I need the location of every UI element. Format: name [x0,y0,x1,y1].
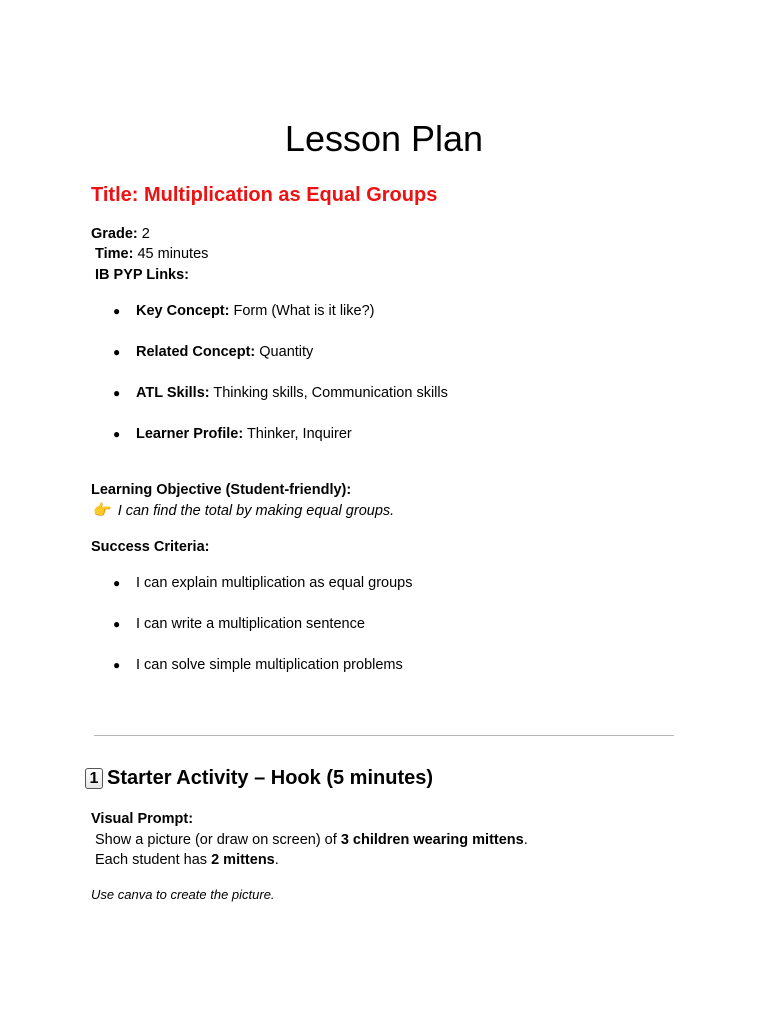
pyp-links-label: IB PYP Links: [95,267,190,283]
objective-line [93,502,394,520]
bullet-dot: ● [113,345,121,359]
list-item-value: Quantity [259,344,314,360]
text-segment: . [523,832,528,848]
list-item: I can write a multiplication sentence [136,616,365,632]
objective-heading: Learning Objective (Student-friendly): [91,482,352,498]
visual-prompt-line-1 [95,831,528,849]
list-item [136,425,352,443]
visual-prompt-label: Visual Prompt: [91,811,194,827]
starter-heading-text: Starter Activity – Hook (5 minutes) [107,767,434,789]
grade-label: Grade: [91,226,138,242]
time-value: 45 minutes [137,246,209,262]
bullet-dot: ● [113,386,121,400]
list-item [136,302,375,320]
list-item-value: Form (What is it like?) [233,303,375,319]
canva-note: Use canva to create the picture. [91,887,275,902]
bullet-dot: ● [113,617,121,631]
list-item [136,384,448,402]
list-item-label: Related Concept: [136,344,256,360]
list-item [136,343,313,361]
grade-line [91,225,150,243]
text-segment: Show a picture (or draw on screen) of [95,832,341,848]
bullet-dot: ● [113,658,121,672]
list-item-value: Thinking skills, Communication skills [213,385,448,401]
list-item-label: Learner Profile: [136,426,244,442]
keycap-number-icon: 1 [85,768,103,789]
bullet-dot: ● [113,576,121,590]
objective-text: I can find the total by making equal groups. [117,503,395,519]
pointing-hand-icon: 👉 [93,502,112,519]
bullet-dot: ● [113,304,121,318]
text-segment: . [274,852,279,868]
success-heading: Success Criteria: [91,539,210,555]
visual-prompt-line-2 [95,851,279,869]
page-title: Lesson Plan [284,118,484,159]
time-label: Time: [95,246,134,262]
section-divider [94,735,674,736]
text-emphasis: 2 mittens [211,852,275,868]
list-item-label: Key Concept: [136,303,230,319]
grade-value: 2 [141,226,150,242]
list-item: I can solve simple multiplication problems [136,657,403,673]
starter-heading [85,766,433,790]
time-line [95,245,208,263]
list-item-value: Thinker, Inquirer [246,426,352,442]
bullet-dot: ● [113,427,121,441]
text-segment: Each student has [95,852,212,868]
lesson-title: Title: Multiplication as Equal Groups [91,184,438,206]
text-emphasis: 3 children wearing mittens [340,832,524,848]
list-item: I can explain multiplication as equal groups [136,575,413,591]
list-item-label: ATL Skills: [136,385,210,401]
